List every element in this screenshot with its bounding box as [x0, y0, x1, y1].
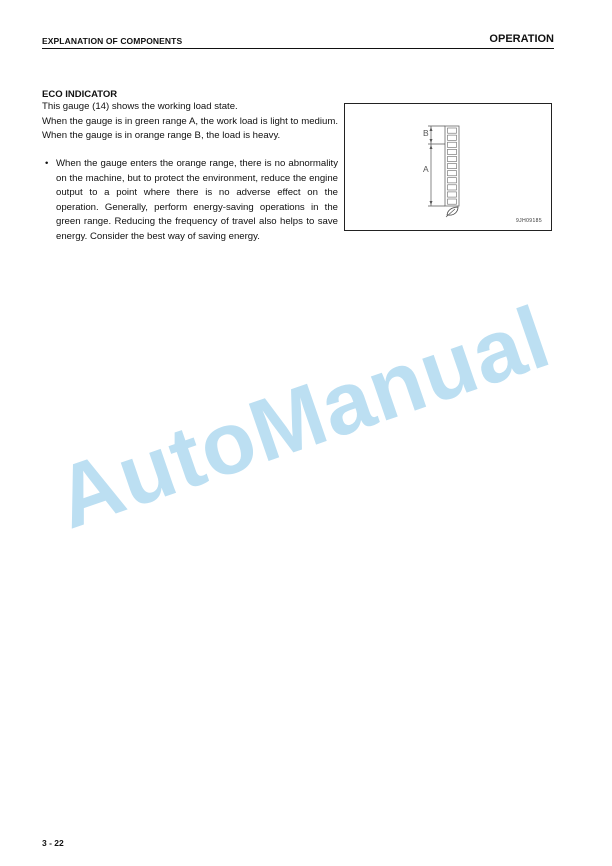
header-rule: [42, 48, 554, 49]
bullet-item: [42, 157, 338, 245]
leaf-icon: [446, 207, 458, 217]
arrow-b-up: [430, 127, 433, 131]
arrow-a-down: [430, 201, 433, 205]
gauge-segment: [448, 164, 457, 169]
section-header: EXPLANATION OF COMPONENTS: [42, 36, 183, 46]
gauge-segment: [448, 185, 457, 190]
gauge-segment: [448, 135, 457, 140]
eco-gauge: [428, 126, 459, 217]
chapter-header: OPERATION: [489, 33, 554, 45]
arrow-b-down: [430, 139, 433, 143]
intro-paragraph-1: This gauge (14) shows the working load state.: [42, 101, 238, 112]
gauge-segments: [448, 128, 457, 204]
gauge-segment: [448, 178, 457, 183]
eco-gauge-drawing: [345, 104, 553, 232]
range-a-label: A: [423, 164, 429, 174]
range-b-label: B: [423, 128, 429, 138]
intro-text: [42, 100, 338, 144]
bullet-text: When the gauge enters the orange range, there is no abnormality on the machine, but to protect the environment, reduce the engine output to a point where there is no adverse effect on the operation. Generally, perform energy-saving operations in the green range. Reducing the frequency of travel also helps to save energy. Consider the best way of saving energy.: [56, 158, 338, 242]
eco-gauge-figure: [344, 103, 552, 231]
figure-id: 9JH09185: [516, 218, 542, 224]
page-number: 3 - 22: [42, 838, 64, 848]
arrow-a-up: [430, 145, 433, 149]
section-title: ECO INDICATOR: [42, 89, 118, 100]
gauge-segment: [448, 199, 457, 204]
gauge-segment: [448, 156, 457, 161]
gauge-segment: [448, 192, 457, 197]
intro-paragraph-2: When the gauge is in green range A, the work load is light to medium. When the gauge is in orange range B, the load is heavy.: [42, 115, 338, 142]
watermark: AutoManual: [43, 286, 562, 548]
gauge-segment: [448, 149, 457, 154]
gauge-segment: [448, 142, 457, 147]
bullet-mark: •: [45, 158, 49, 169]
gauge-segment: [448, 171, 457, 176]
gauge-frame: [445, 126, 459, 206]
gauge-segment: [448, 128, 457, 133]
